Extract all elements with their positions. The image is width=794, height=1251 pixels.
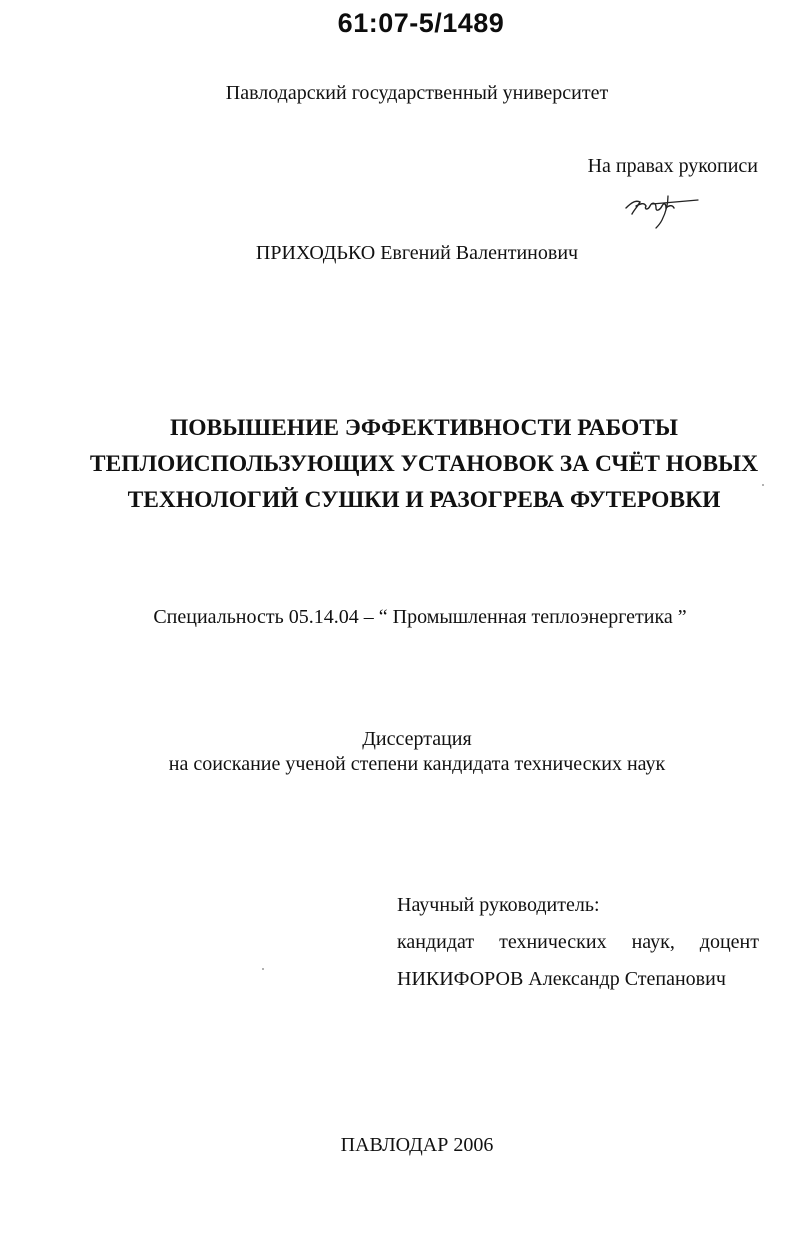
specialty-line: Специальность 05.14.04 – “ Промышленная теплоэнергетика ”: [153, 606, 687, 628]
supervisor-name: НИКИФОРОВ Александр Степанович: [397, 968, 726, 990]
supervisor-title-word: доцент: [699, 931, 759, 953]
title-line: ПОВЫШЕНИЕ ЭФФЕКТИВНОСТИ РАБОТЫ: [169, 415, 679, 441]
handwritten-signature: [622, 188, 702, 230]
thesis-type: Диссертация: [362, 728, 472, 750]
supervisor-title-word: кандидат: [397, 931, 475, 953]
supervisor-heading: Научный руководитель:: [397, 894, 600, 916]
author-name: ПРИХОДЬКО Евгений Валентинович: [255, 242, 579, 264]
supervisor-title-word: технических: [499, 931, 607, 953]
scan-speck: [262, 968, 264, 970]
supervisor-title-word: наук,: [631, 931, 675, 953]
title-line: ТЕПЛОИСПОЛЬЗУЮЩИХ УСТАНОВОК ЗА СЧЁТ НОВЫХ: [89, 451, 759, 477]
degree-line: на соискание ученой степени кандидата технических наук: [168, 753, 666, 775]
thesis-type-block: [0, 727, 794, 777]
supervisor-block: [397, 887, 759, 998]
title-line: ТЕХНОЛОГИЙ СУШКИ И РАЗОГРЕВА ФУТЕРОВКИ: [127, 487, 721, 513]
university-name: Павлодарский государственный университет: [225, 82, 609, 104]
supervisor-title: [397, 924, 759, 961]
scan-speck: [762, 484, 764, 486]
manuscript-rights-note: На правах рукописи: [587, 155, 758, 177]
city-year: ПАВЛОДАР 2006: [340, 1134, 494, 1156]
dissertation-title: [0, 410, 794, 518]
registry-number: 61:07-5/1489: [337, 8, 505, 38]
